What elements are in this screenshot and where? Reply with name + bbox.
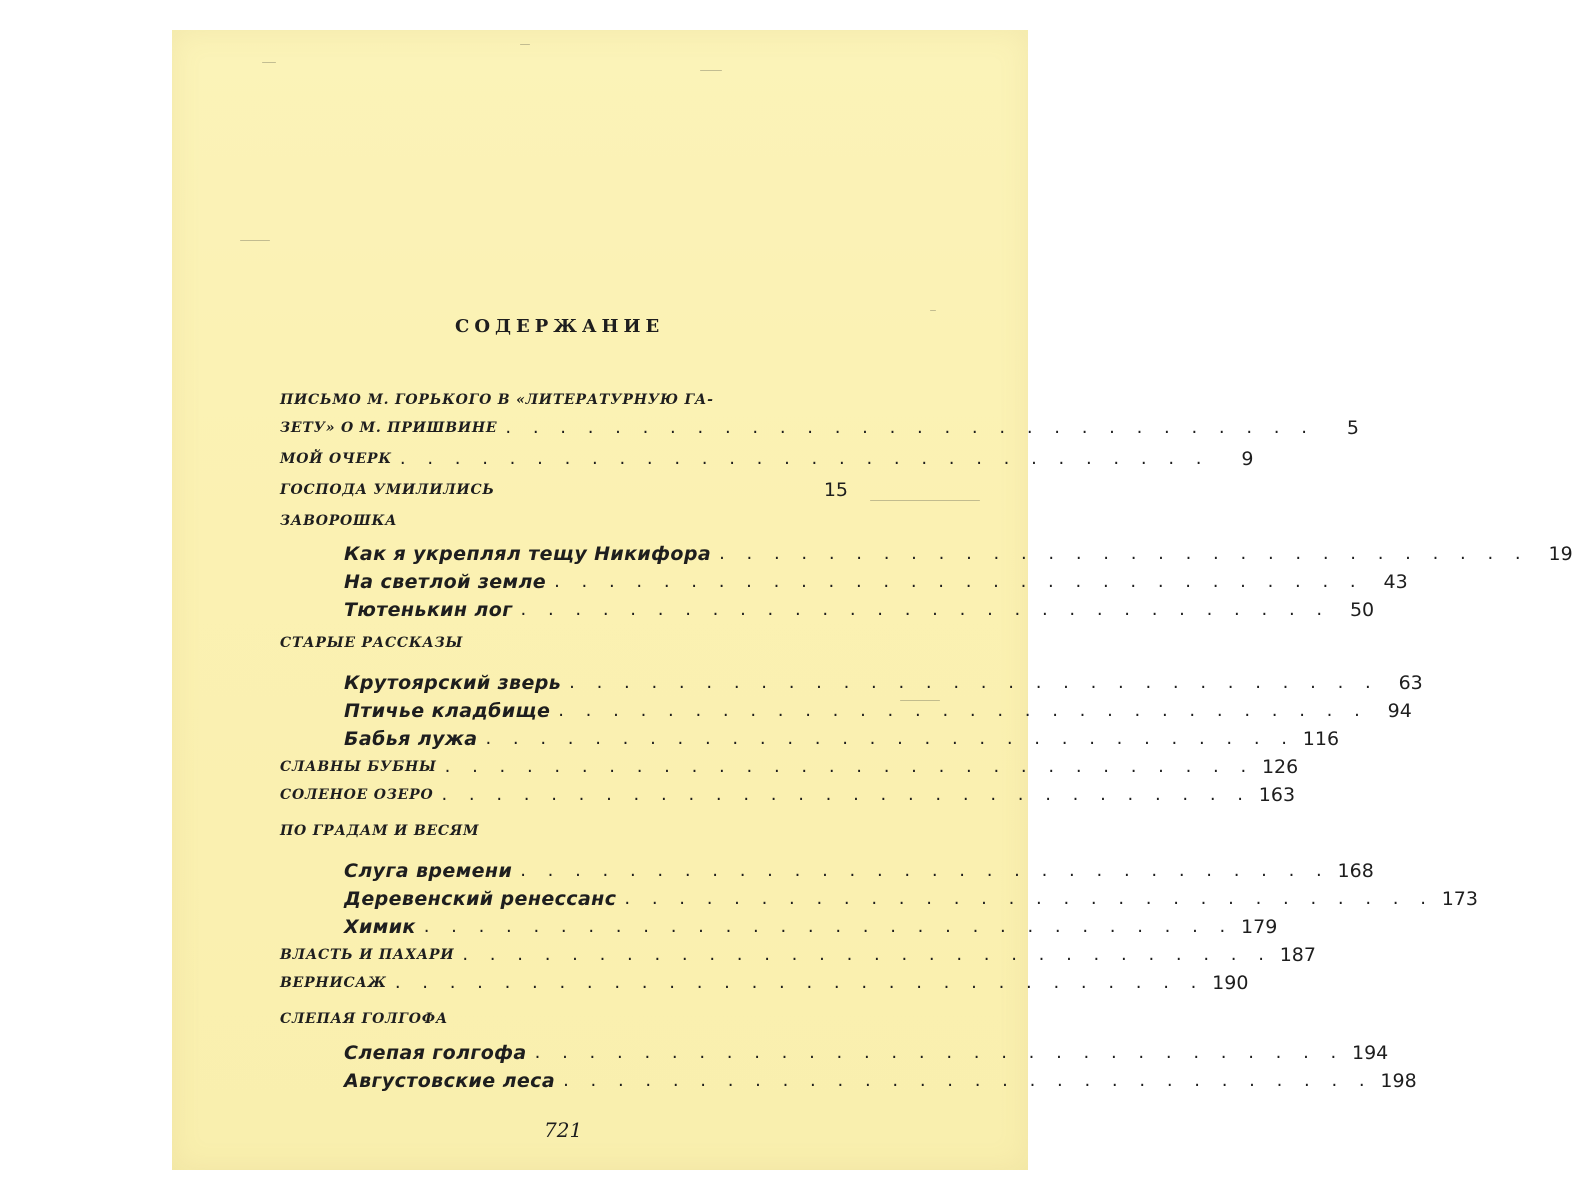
- toc-subentry: [280, 886, 1478, 912]
- paper-speck: [700, 70, 722, 71]
- toc-section: [280, 782, 1296, 808]
- toc-entry-title: ВЛАСТЬ И ПАХАРИ: [280, 947, 455, 963]
- toc-dot-leader: . . . . . . . . . . . . . . . . . . . . . . . . . . . . . .: [462, 944, 1272, 965]
- toc-heading: СОДЕРЖАНИЕ: [455, 316, 665, 337]
- toc-section: [280, 818, 848, 844]
- toc-entry-title: СЛАВНЫ БУБНЫ: [280, 759, 437, 775]
- toc-dot-leader: . . . . . . . . . . . . . . . . . . . . . . . . . . . . . .: [423, 916, 1234, 937]
- toc-entry-title: Как я укреплял тещу Никифора: [344, 543, 712, 565]
- toc-entry-title: Слепая голгофа: [344, 1042, 527, 1064]
- page-number: 721: [544, 1118, 583, 1142]
- toc-entry-title: На светлой земле: [344, 571, 547, 593]
- toc-section: [280, 387, 848, 413]
- paper-speck: [870, 500, 980, 501]
- toc-page-number: 187: [1279, 944, 1316, 966]
- toc-entry-title: ЗЕТУ» О М. ПРИШВИНЕ: [280, 420, 498, 436]
- toc-page-number: 116: [1302, 728, 1340, 750]
- toc-page-number: 173: [1441, 888, 1478, 910]
- toc-entry-title: Слуга времени: [344, 860, 513, 882]
- toc-entry-title: ПО ГРАДАМ И ВЕСЯМ: [280, 823, 480, 839]
- toc-entry-title: МОЙ ОЧЕРК: [280, 451, 392, 467]
- toc-dot-leader: . . . . . . . . . . . . . . . . . . . . . . . . . . . . . .: [485, 728, 1296, 749]
- toc-dot-leader: . . . . . . . . . . . . . . . . . . . . . . . . . . . . . .: [534, 1042, 1345, 1063]
- toc-subentry: [280, 541, 1573, 567]
- toc-entry-title: СТАРЫЕ РАССКАЗЫ: [280, 635, 464, 651]
- toc-subentry: [280, 698, 1412, 724]
- toc-page-number: 163: [1258, 784, 1296, 806]
- toc-dot-leader: . . . . . . . . . . . . . . . . . . . . . . . . . . . . . .: [394, 972, 1205, 993]
- toc-dot-leader: . . . . . . . . . . . . . . . . . . . . . . . . . . . . . .: [441, 784, 1252, 805]
- toc-dot-leader: . . . . . . . . . . . . . . . . . . . . . . . . . . . . . .: [520, 860, 1330, 881]
- toc-subentry: [280, 1068, 1417, 1094]
- toc-section: [280, 970, 1249, 996]
- toc-dot-leader: . . . . . . . . . . . . . . . . . . . . . . . . . . . . . .: [563, 1070, 1373, 1091]
- toc-entry-title: СОЛЕНОЕ ОЗЕРО: [280, 787, 434, 803]
- toc-entry-title: Птичье кладбище: [344, 700, 551, 722]
- toc-section: [280, 630, 848, 656]
- toc-entry-title: Химик: [344, 916, 416, 938]
- toc-page-number: 179: [1241, 916, 1278, 938]
- toc-section: [280, 415, 1359, 441]
- toc-page-number: 126: [1261, 756, 1299, 778]
- toc-section: [280, 508, 848, 534]
- toc-entry-title: ПИСЬМО М. ГОРЬКОГО В «ЛИТЕРАТУРНУЮ ГА-: [280, 392, 714, 408]
- toc-page-number: 50: [1349, 599, 1375, 621]
- toc-entry-title: Крутоярский зверь: [344, 672, 562, 694]
- toc-entry-title: ГОСПОДА УМИЛИЛИСЬ: [280, 482, 495, 498]
- toc-dot-leader: . . . . . . . . . . . . . . . . . . . . . . . . . . . . . .: [505, 417, 1315, 438]
- toc-dot-leader: . . . . . . . . . . . . . . . . . . . . . . . . . . . . . .: [444, 756, 1255, 777]
- toc-dot-leader: . . . . . . . . . . . . . . . . . . . . . . . . . . . . . .: [554, 571, 1364, 592]
- toc-page-number: 9: [1241, 448, 1254, 470]
- toc-entry-title: Августовские леса: [344, 1070, 556, 1092]
- toc-dot-leader: . . . . . . . . . . . . . . . . . . . . . . . . . . . . . .: [719, 543, 1529, 564]
- toc-dot-leader: . . . . . . . . . . . . . . . . . . . . . . . . . . . . . .: [399, 448, 1210, 469]
- toc-entry-title: Бабья лужа: [344, 728, 478, 750]
- toc-subentry: [280, 858, 1374, 884]
- toc-section: [280, 1006, 848, 1032]
- paper-speck: [930, 310, 936, 311]
- toc-dot-leader: . . . . . . . . . . . . . . . . . . . . . . . . . . . . . .: [624, 888, 1434, 909]
- toc-dot-leader: . . . . . . . . . . . . . . . . . . . . . . . . . . . . . .: [569, 672, 1379, 693]
- toc-section: [280, 942, 1316, 968]
- toc-section: [280, 446, 1254, 472]
- toc-dot-leader: . . . . . . . . . . . . . . . . . . . . . . . . . . . . . .: [558, 700, 1368, 721]
- toc-entry-title: СЛЕПАЯ ГОЛГОФА: [280, 1011, 449, 1027]
- toc-page-number: 198: [1380, 1070, 1417, 1092]
- toc-page-number: 43: [1383, 571, 1408, 593]
- toc-entry-title: Тютенькин лог: [344, 599, 513, 621]
- toc-section: [280, 477, 848, 503]
- toc-subentry: [280, 670, 1423, 696]
- toc-entry-title: Деревенский ренессанс: [344, 888, 617, 910]
- toc-page-number: 94: [1387, 700, 1412, 722]
- toc-subentry: [280, 1040, 1389, 1066]
- paper-speck: [262, 62, 276, 63]
- toc-dot-leader: . . . . . . . . . . . . . . . . . . . . . . . . . . . . . .: [520, 599, 1331, 620]
- paper-speck: [520, 44, 530, 45]
- toc-subentry: [280, 914, 1278, 940]
- toc-page-number: 168: [1337, 860, 1374, 882]
- toc-page-number: 5: [1346, 417, 1359, 439]
- toc-page-number: 63: [1398, 672, 1423, 694]
- toc-subentry: [280, 726, 1340, 752]
- toc-entry-title: ЗАВОРОШКА: [280, 513, 398, 529]
- toc-section: [280, 754, 1299, 780]
- toc-entry-title: ВЕРНИСАЖ: [280, 975, 387, 991]
- toc-subentry: [280, 597, 1375, 623]
- toc-page-number: 194: [1352, 1042, 1389, 1064]
- toc-subentry: [280, 569, 1408, 595]
- toc-page-number: 190: [1212, 972, 1249, 994]
- paper-speck: [240, 240, 270, 241]
- toc-page-number: 15: [823, 479, 848, 501]
- toc-page-number: 19: [1548, 543, 1573, 565]
